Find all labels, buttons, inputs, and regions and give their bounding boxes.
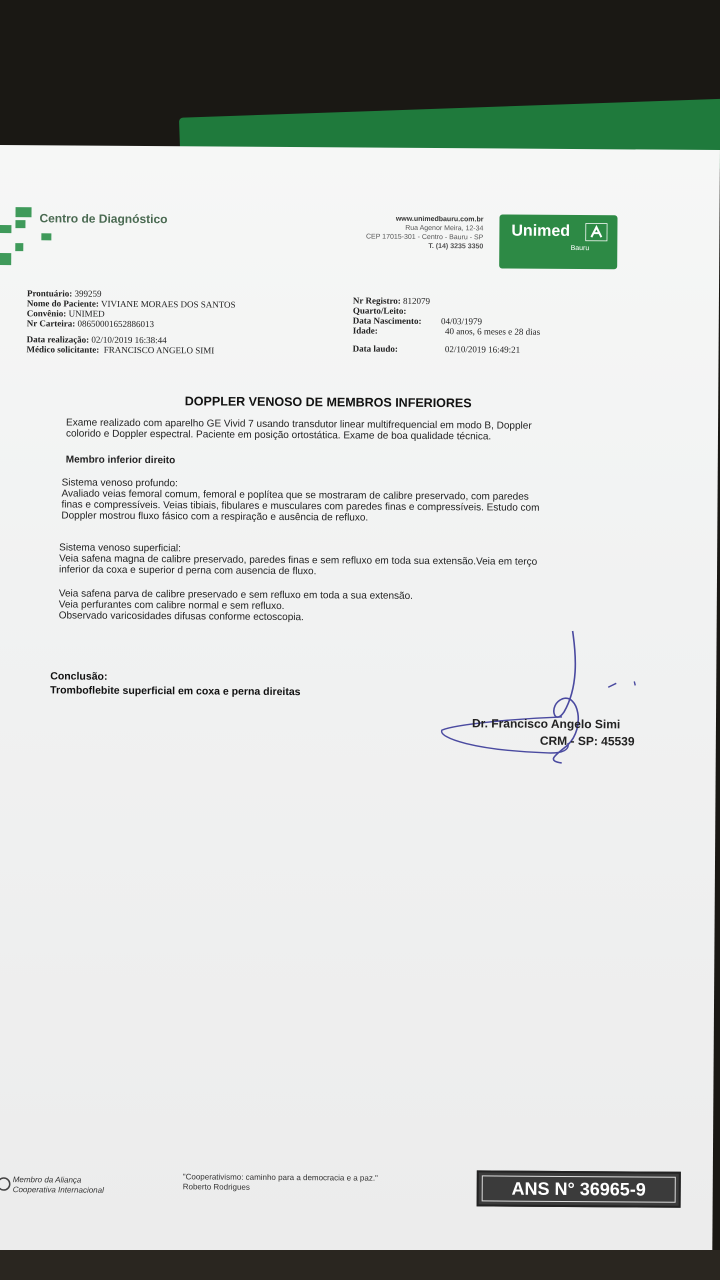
report-paper (0, 145, 720, 1260)
superficial-line: inferior da coxa e superior d perna com ausencia de fluxo. (58, 564, 317, 578)
phone-number: T. (14) 3235 3350 (428, 242, 484, 251)
convenio-label: Convênio: (26, 308, 67, 319)
alliance-text (13, 1175, 104, 1196)
idade-value: 40 anos, 6 meses e 28 dias (444, 326, 541, 337)
center-name: Centro de Diagnóstico (39, 211, 168, 227)
prontuario-label: Prontuário: (26, 288, 73, 299)
logo-square (15, 207, 31, 217)
prontuario-value: 399259 (74, 288, 102, 299)
patient-info-left (27, 288, 236, 355)
alliance-line: Membro da Aliança (12, 1175, 82, 1185)
brand-city: Bauru (570, 244, 590, 253)
idade-label: Idade: (352, 325, 378, 336)
nascimento-value: 04/03/1979 (440, 316, 483, 327)
superficial-line: Veia safena parva de calibre preservado e sem refluxo em toda a sua extensão. (58, 588, 414, 602)
data-realizacao-label: Data realização: (26, 334, 90, 345)
registro-value: 812079 (403, 295, 431, 307)
medico-value: FRANCISCO ANGELO SIMI (103, 344, 215, 356)
logo-square (41, 233, 51, 240)
patient-name-value: VIVIANE MORAES DOS SANTOS (100, 298, 236, 310)
registro-label: Nr Registro: (352, 295, 401, 306)
superficial-line: Veia perfurantes com calibre normal e sem refluxo. (58, 599, 285, 612)
carteira-value: 08650001652886013 (77, 318, 155, 330)
alliance-line: Cooperativa Internacional (12, 1185, 104, 1195)
ans-number: ANS N° 36965-9 (482, 1175, 676, 1202)
deep-line: Doppler mostrou fluxo fásico com a respiração e ausência de refluxo. (61, 510, 369, 524)
cep-address: CEP 17015-301 - Centro - Bauru - SP (365, 233, 484, 242)
alliance-logo-icon (0, 1175, 11, 1193)
street-address: Rua Agenor Meira, 12-34 (405, 224, 484, 233)
unimed-logo (499, 214, 617, 269)
footer-quote (183, 1172, 378, 1193)
intro-line: Exame realizado com aparelho GE Vivid 7 usando transdutor linear multifrequencial em modo B, Doppler (66, 417, 532, 432)
deep-system-paragraph (61, 477, 641, 525)
carteira-label: Nr Carteira: (26, 318, 76, 329)
address-block (366, 215, 484, 252)
nascimento-label: Data Nascimento: (352, 315, 422, 326)
ans-badge (477, 1170, 681, 1207)
convenio-value: UNIMED (68, 308, 105, 319)
logo-square (15, 220, 25, 228)
table-surface (0, 1250, 720, 1280)
data-realizacao-value: 02/10/2019 16:38:44 (91, 334, 167, 346)
superficial-system-title: Sistema venoso superficial: (59, 542, 181, 555)
deep-line: finas e compressíveis. Veias tibiais, fibulares e musculares com paredes finas e compressíveis. Estudo com (61, 499, 540, 514)
medico-row (27, 344, 236, 355)
conclusion-text: Tromboflebite superficial em coxa e perna direitas (50, 684, 301, 699)
medico-label: Médico solicitante: (26, 344, 100, 355)
website-url: www.unimedbauru.com.br (395, 215, 484, 224)
quote-author: Roberto Rodrigues (182, 1182, 250, 1192)
laudo-row (353, 343, 541, 354)
doctor-crm: CRM - SP: 45539 (539, 733, 635, 749)
superficial-system-paragraph (59, 542, 640, 625)
deep-system-title: Sistema venoso profundo: (61, 477, 178, 490)
conclusion-title: Conclusão: (50, 670, 108, 683)
section-title: Membro inferior direito (65, 454, 176, 467)
idade-row (353, 325, 541, 336)
unimed-tree-icon (585, 223, 607, 241)
doctor-name: Dr. Francisco Angelo Simi (471, 716, 621, 732)
conclusion-block (50, 669, 301, 699)
quarto-label: Quarto/Leito: (352, 305, 407, 316)
quote-text: "Cooperativismo: caminho para a democracia e a paz." (182, 1172, 378, 1183)
logo-square (0, 253, 11, 265)
intro-line: colorido e Doppler espectral. Paciente em posição ortostática. Exame de boa qualidade técnica. (65, 428, 492, 443)
laudo-value: 02/10/2019 16:49:21 (444, 344, 521, 355)
brand-name: Unimed (511, 222, 571, 240)
intro-paragraph (66, 417, 646, 443)
patient-name-label: Nome do Paciente: (26, 298, 99, 309)
logo-square (0, 225, 11, 233)
carteira-row (27, 318, 236, 329)
patient-info-right (353, 295, 541, 354)
report-title: DOPPLER VENOSO DE MEMBROS INFERIORES (184, 394, 472, 411)
deep-line: Avaliado veias femoral comum, femoral e poplítea que se mostraram de calibre preservado, com paredes (61, 488, 529, 503)
superficial-line: Veia safena magna de calibre preservado, paredes finas e sem refluxo em toda sua extensão.Veia em terço (59, 553, 538, 568)
laudo-label: Data laudo: (352, 343, 398, 354)
superficial-line: Observado varicosidades difusas conforme ectoscopia. (58, 610, 304, 624)
logo-square (15, 243, 23, 251)
